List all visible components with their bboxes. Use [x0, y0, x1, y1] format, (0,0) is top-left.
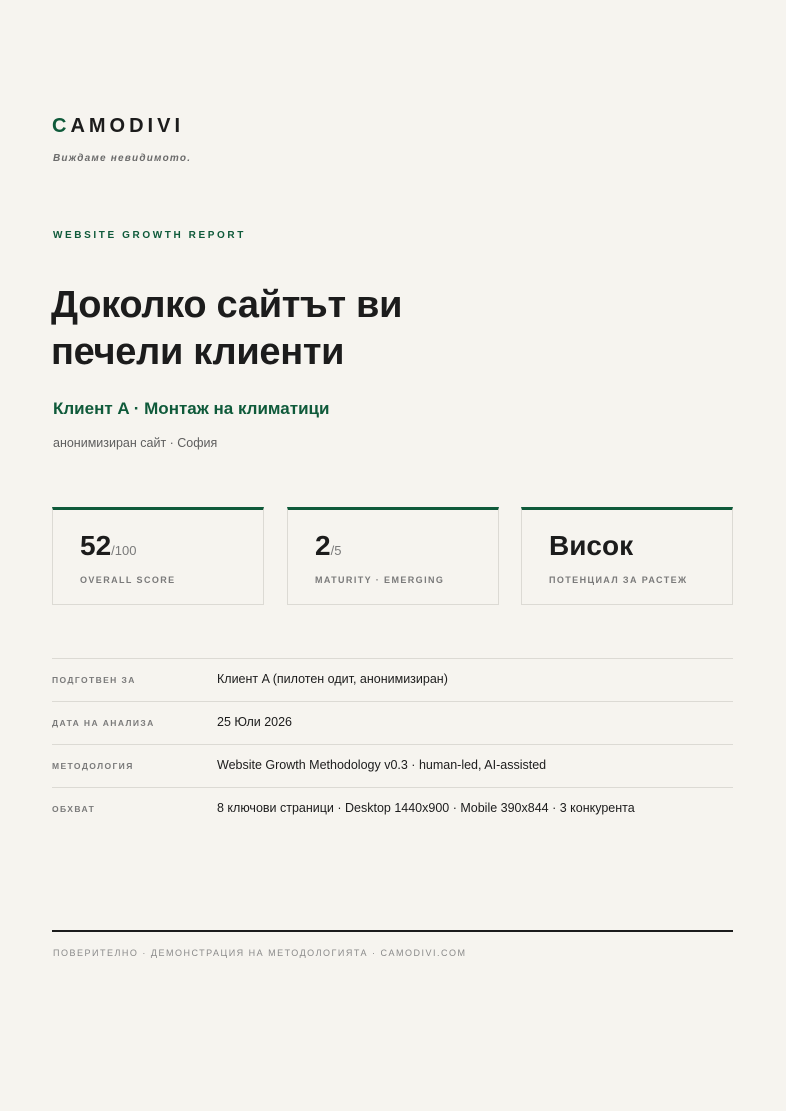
meta-key: МЕТОДОЛОГИЯ: [52, 761, 134, 771]
maturity-value: 2/5: [315, 530, 342, 561]
growth-potential-value: Висок: [549, 530, 634, 561]
meta-value: 25 Юли 2026: [217, 715, 292, 729]
meta-value: Website Growth Methodology v0.3 · human-led, AI-assisted: [217, 758, 547, 772]
meta-row-date: [52, 701, 733, 744]
title-line-2: печели клиенти: [51, 331, 345, 373]
meta-row-methodology: [52, 744, 733, 787]
meta-row-prepared-for: [52, 658, 733, 701]
meta-row-scope: [52, 787, 733, 830]
maturity-label: MATURITY · EMERGING: [315, 575, 445, 585]
meta-value: 8 ключови страници · Desktop 1440x900 · Mobile 390x844 · 3 конкурента: [217, 801, 635, 815]
logo-initial: C: [52, 115, 71, 137]
logo-text: AMODIVI: [70, 115, 185, 137]
meta-key: ОБХВАТ: [52, 804, 96, 814]
brand-tagline: Виждаме невидимото.: [53, 153, 192, 164]
footer-divider: [52, 930, 733, 932]
brand-logo: [52, 115, 184, 138]
maturity-card: [287, 507, 499, 605]
report-meta-table: [52, 658, 733, 830]
score-card: [52, 507, 264, 605]
report-title: [51, 282, 571, 376]
client-name: Клиент A · Монтаж на климатици: [53, 399, 330, 418]
growth-potential-card: [521, 507, 733, 605]
title-line-1: Доколко сайтът ви: [51, 284, 403, 326]
meta-value: Клиент A (пилотен одит, анонимизиран): [217, 672, 448, 686]
report-eyebrow: WEBSITE GROWTH REPORT: [53, 230, 246, 241]
score-value: 52/100: [80, 530, 137, 561]
growth-potential-label: ПОТЕНЦИАЛ ЗА РАСТЕЖ: [549, 575, 688, 585]
meta-key: ПОДГОТВЕН ЗА: [52, 675, 136, 685]
meta-key: ДАТА НА АНАЛИЗА: [52, 718, 155, 728]
score-label: OVERALL SCORE: [80, 575, 176, 585]
footer-text: ПОВЕРИТЕЛНО · ДЕМОНСТРАЦИЯ НА МЕТОДОЛОГИЯТА · CAMODIVI.COM: [53, 948, 467, 958]
client-subtitle: анонимизиран сайт · София: [53, 436, 218, 450]
